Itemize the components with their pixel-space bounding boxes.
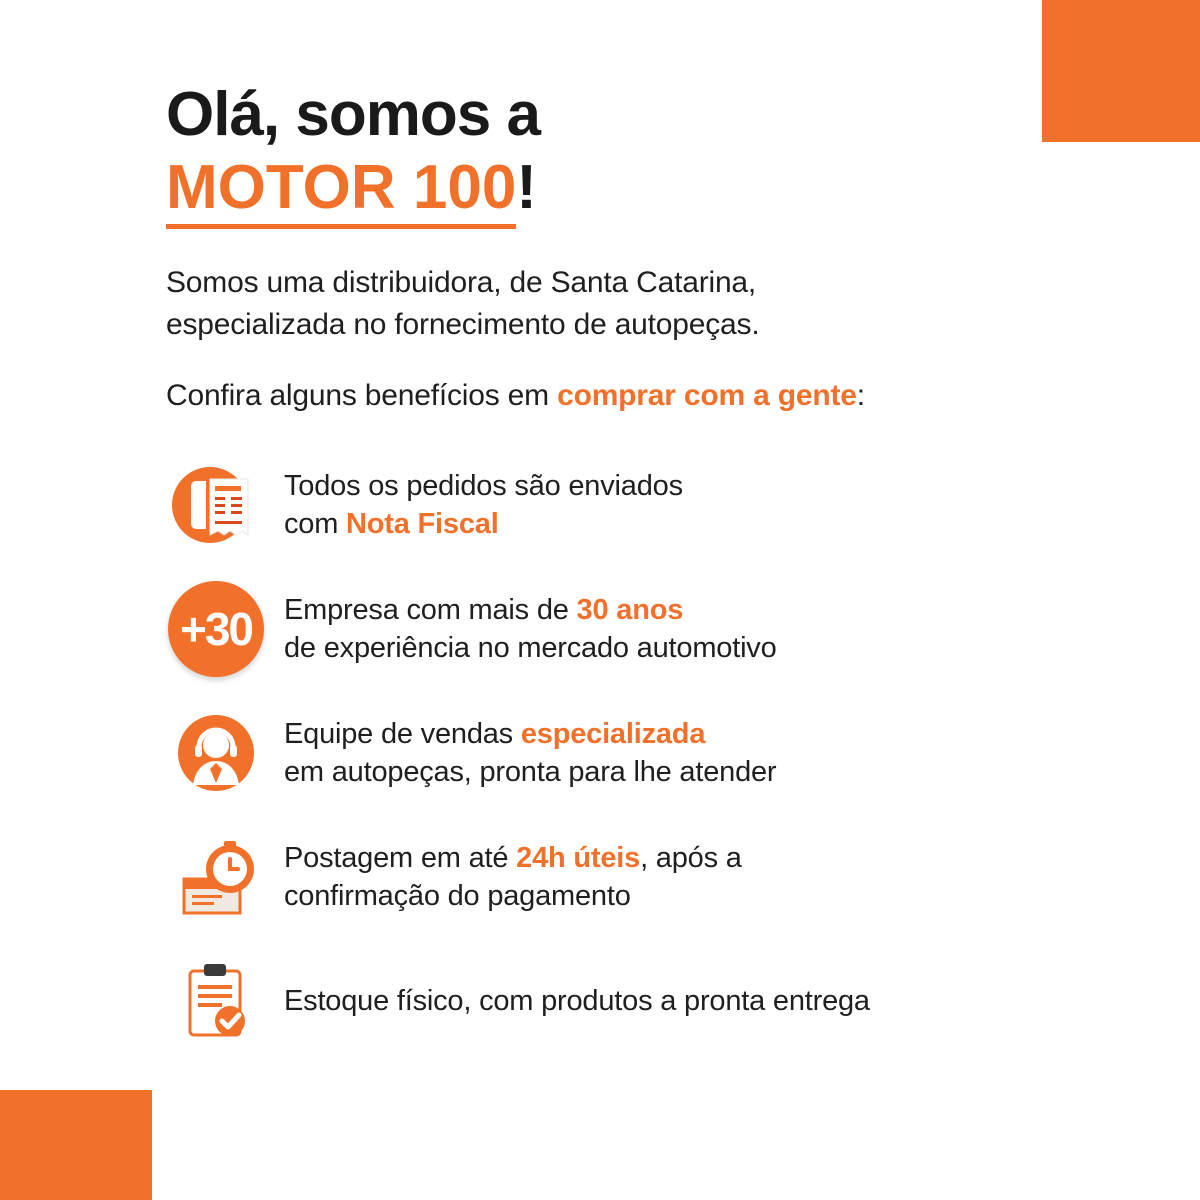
intro-line-1: Somos uma distribuidora, de Santa Catarina, <box>166 266 757 300</box>
badge-30-label: +30 <box>168 581 264 677</box>
benefits-lead-suffix: : <box>856 378 865 412</box>
list-item-line1-prefix: Equipe de vendas <box>284 717 521 750</box>
list-item-text <box>284 982 870 1020</box>
brand-exclamation: ! <box>516 153 537 223</box>
page-title-line1: Olá, somos a <box>166 80 540 149</box>
list-item-text <box>284 715 776 792</box>
list-item <box>166 951 1096 1051</box>
benefits-lead-prefix: Confira alguns benefícios em <box>166 378 558 412</box>
benefits-lead-highlight: comprar com a gente <box>557 378 857 412</box>
list-item-text <box>284 467 683 544</box>
clipboard-check-icon <box>166 951 266 1051</box>
benefits-list <box>166 455 1096 1051</box>
list-item-line-1 <box>284 591 777 629</box>
list-item-line-2 <box>284 505 683 543</box>
list-item-line1-highlight: 30 anos <box>576 593 684 626</box>
list-item-line-2: confirmação do pagamento <box>284 879 631 912</box>
list-item-line-2: em autopeças, pronta para lhe atender <box>284 755 777 788</box>
receipt-icon <box>166 455 266 555</box>
page-title-line2 <box>166 153 537 223</box>
intro-line-2: especializada no fornecimento de autopeças. <box>166 307 760 341</box>
list-item-line-1 <box>284 715 776 753</box>
list-item-line1-prefix: Postagem em até <box>284 841 517 874</box>
list-item <box>166 827 1096 927</box>
decorative-corner-bottom-left <box>0 1090 152 1200</box>
list-item <box>166 703 1096 803</box>
list-item-line-1: Todos os pedidos são enviados <box>284 469 683 502</box>
content-container <box>166 82 1096 1051</box>
list-item-line2-highlight: Nota Fiscal <box>346 507 499 540</box>
brand-name: MOTOR 100 <box>166 153 516 229</box>
badge-30-icon <box>166 579 266 679</box>
headset-agent-icon <box>166 703 266 803</box>
list-item-text <box>284 839 742 916</box>
list-item-line-1 <box>284 839 742 877</box>
list-item <box>166 579 1096 679</box>
box-stopwatch-icon <box>166 827 266 927</box>
intro-paragraph <box>166 262 1096 345</box>
list-item-line1-highlight: 24h úteis <box>516 841 641 874</box>
list-item-text <box>284 591 777 668</box>
list-item-line1-highlight: especializada <box>520 717 706 750</box>
list-item-line1-suffix: , após a <box>640 841 742 874</box>
list-item-line1-prefix: Empresa com mais de <box>284 593 577 626</box>
list-item <box>166 455 1096 555</box>
benefits-lead-text <box>166 379 1096 413</box>
list-item-line-1: Estoque físico, com produtos a pronta entrega <box>284 984 870 1017</box>
list-item-line2-prefix: com <box>284 507 347 540</box>
list-item-line-2: de experiência no mercado automotivo <box>284 631 777 664</box>
